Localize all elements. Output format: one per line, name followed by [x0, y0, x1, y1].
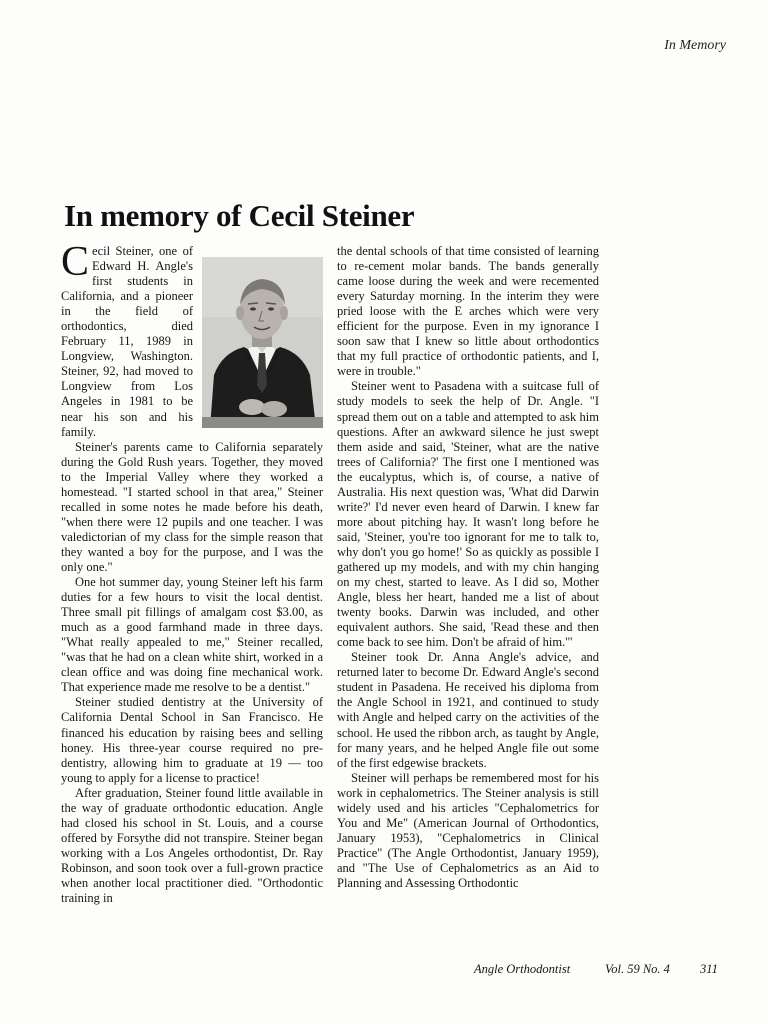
left-column [61, 239, 323, 906]
paragraph: Steiner took Dr. Anna Angle's advice, and returned later to become Dr. Edward Angle's second student in Pasadena. He received his diploma from the Angle School in 1921, and continued to study with Angle and helped carry on the activities of the school. He used the ribbon arch, as taught by Angle, for many years, and he helped Angle file out some of the first edgewise brackets. [337, 650, 599, 770]
article-title: In memory of Cecil Steiner [64, 198, 415, 233]
paragraph: One hot summer day, young Steiner left his farm duties for a few hours to visit the local dentist. Three small pit fillings of amalgam cost $3.00, as much as a good farmhand made in three days. "What really appealed to me," Steiner recalled, "was that he had on a clean white shirt, worked in a clean office and was doing fine mechanical work. That experience made me resolve to be a dentist." [61, 575, 323, 695]
right-column [337, 244, 599, 891]
paragraph: the dental schools of that time consisted of learning to re-cement molar bands. The bands generally came loose during the week and were recemented every Saturday morning. In the interim they were pried loose with the E arches which were very efficient for the purpose. Even in my ignorance I soon saw that I knew so little about orthodontics that my full practice of orthodontic patients, and I, were in trouble." [337, 244, 599, 379]
paragraph: Steiner's parents came to California separately during the Gold Rush years. Together, they moved to the Imperial Valley where they worked a homestead. "I started school in that area," Steiner recalled in some notes he made before his death, "when there were 12 pupils and one teacher. I was valedictorian of my class for the simple reason that they wanted a boy for the purpose, and I was the only one." [61, 439, 323, 574]
page-number: 311 [700, 962, 718, 976]
portrait-photo [202, 257, 323, 428]
paragraph: Steiner went to Pasadena with a suitcase full of study models to seek the help of Dr. Angle. "I spread them out on a table and attempted to ask him questions. After an awkward silence he just swept them aside and said, 'Steiner, what are the native trees of California?' The first one I mentioned was the eucalyptus, which is, of course, a native of Australia. His next question was, 'What did Darwin write?' I'd never even heard of Darwin. I knew far more about pitching hay. It wasn't long before he said, 'Steiner, you're too ignorant for me to talk to, why don't you go home!' So as quickly as possible I gathered up my models, and with my chin hanging on my chest, started to leave. As I did so, Mother Angle, bless her heart, handed me a list of about twenty books. Darwin was included, and other equivalent authors. She said, 'Read these and then come back to see him. Don't be afraid of him.'" [337, 379, 599, 650]
running-head: In Memory [664, 38, 726, 53]
paragraph-text: ecil Steiner, one of Edward H. Angle's first students in California, and a pioneer in the field of orthodontics, died February 11, 1989 in Longview, Washington. Steiner, 92, had moved to Longview from Los Angeles in 1981 to be near his son and his family. [61, 244, 193, 439]
journal-name: Angle Orthodontist [474, 962, 571, 976]
paragraph: Steiner studied dentistry at the University of California Dental School in San Francisco. He financed his education by raising bees and selling honey. His three-year course required no pre-dentistry, allowing him to graduate at 19 — too young to apply for a license to practice! [61, 695, 323, 785]
paragraph: After graduation, Steiner found little available in the way of graduate orthodontic education. Angle had closed his school in St. Louis, and a course offered by Forsythe did not transpire. Steiner began working with a Los Angeles orthodontist, Dr. Ray Robinson, and soon took over a full-grown practice when another local practitioner died. "Orthodontic training in [61, 785, 323, 906]
portrait-image [202, 257, 323, 428]
volume-number: Vol. 59 No. 4 [605, 962, 670, 976]
paragraph: Steiner will perhaps be remembered most for his work in cephalometrics. The Steiner analysis is still widely used and his articles "Cephalometrics for You and Me" (American Journal of Orthodontics, January 1953), "Cephalometrics in Clinical Practice" (The Angle Orthodontist, January 1959), and "The Use of Cephalometrics as an Aid to Planning and Assessing Orthodontic [337, 770, 599, 890]
drop-cap: C [61, 239, 90, 285]
